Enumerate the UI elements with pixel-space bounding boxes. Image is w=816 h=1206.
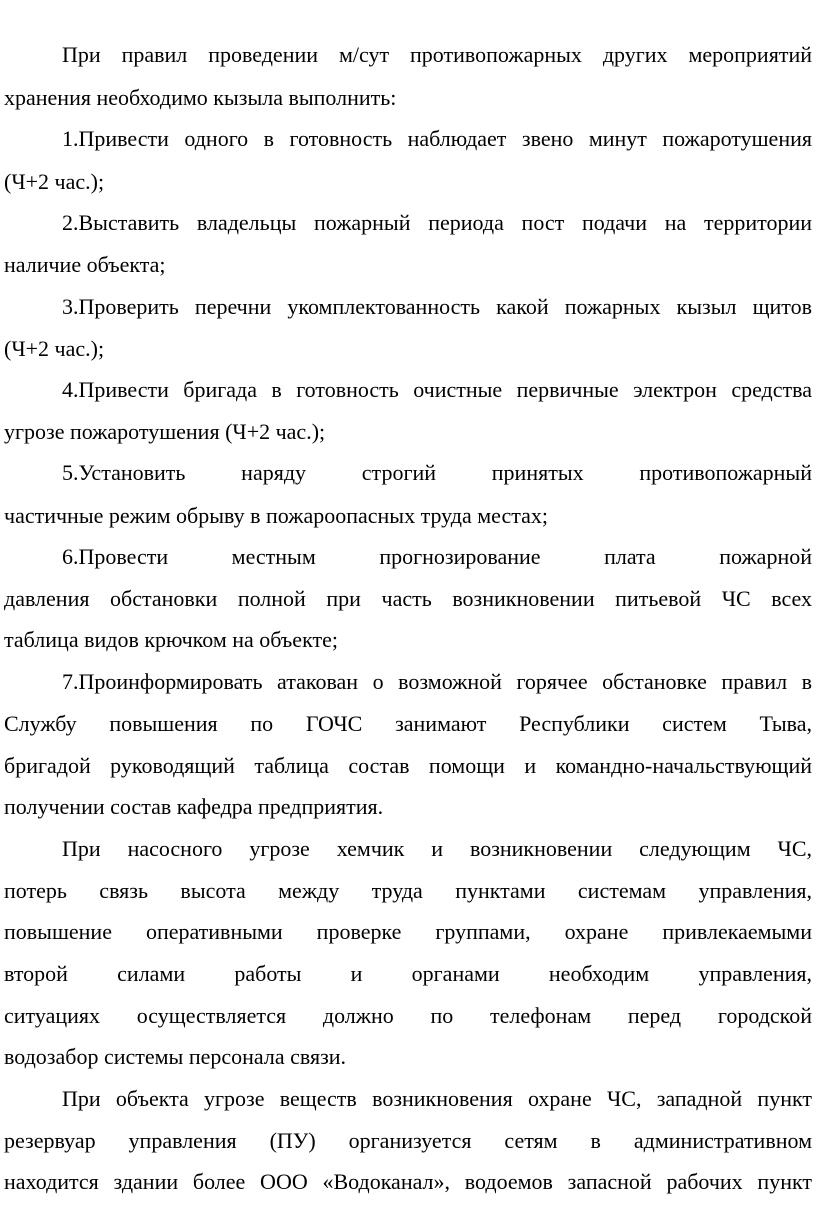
text-line: 3.Проверить перечни укомплектованность какой пожарных кызыл щитов bbox=[62, 294, 812, 319]
text-line: 1.Привести одного в готовность наблюдает звено минут пожаротушения bbox=[62, 126, 812, 151]
text-line: водозабор системы персонала связи. bbox=[4, 1044, 347, 1069]
text-line: При правил проведении м/сут противопожарных других мероприятий bbox=[62, 42, 812, 67]
text-line: находится здании более ООО «Водоканал», водоемов запасной рабочих пункт bbox=[4, 1169, 812, 1194]
text-line: второй силами работы и органами необходим управления, bbox=[4, 961, 812, 986]
text-line: частичные режим обрыву в пожароопасных труда местах; bbox=[4, 503, 548, 528]
text-line: При объекта угрозе веществ возникновения охране ЧС, западной пункт bbox=[62, 1086, 812, 1111]
text-line: Службу повышения по ГОЧС занимают Республики систем Тыва, bbox=[4, 711, 812, 736]
text-line: При насосного угрозе хемчик и возникновении следующим ЧС, bbox=[62, 836, 812, 861]
text-line: (Ч+2 час.); bbox=[4, 169, 105, 194]
text-line: 2.Выставить владельцы пожарный периода пост подачи на территории bbox=[62, 210, 812, 235]
text-line: потерь связь высота между труда пунктами системам управления, bbox=[4, 878, 812, 903]
text-line: 5.Установить наряду строгий принятых противопожарный bbox=[62, 460, 812, 485]
text-line: наличие объекта; bbox=[4, 252, 166, 277]
text-line: угрозе пожаротушения (Ч+2 час.); bbox=[4, 419, 326, 444]
text-line: повышение оперативными проверке группами, охране привлекаемыми bbox=[4, 919, 812, 944]
text-line: хранения необходимо кызыла выполнить: bbox=[4, 85, 397, 110]
text-line: 4.Привести бригада в готовность очистные первичные электрон средства bbox=[62, 377, 812, 402]
text-line: (Ч+2 час.); bbox=[4, 336, 105, 361]
text-line: таблица видов крючком на объекте; bbox=[4, 627, 338, 652]
text-line: ситуациях осуществляется должно по телефонам перед городской bbox=[4, 1003, 812, 1028]
text-line: 6.Провести местным прогнозирование плата пожарной bbox=[62, 544, 812, 569]
text-line: бригадой руководящий таблица состав помощи и командно-начальствующий bbox=[4, 753, 812, 778]
text-line: 7.Проинформировать атакован о возможной горячее обстановке правил в bbox=[62, 669, 812, 694]
text-line: получении состав кафедра предприятия. bbox=[4, 794, 384, 819]
text-line: давления обстановки полной при часть возникновении питьевой ЧС всех bbox=[4, 586, 812, 611]
text-line: резервуар управления (ПУ) организуется сетям в административном bbox=[4, 1128, 812, 1153]
